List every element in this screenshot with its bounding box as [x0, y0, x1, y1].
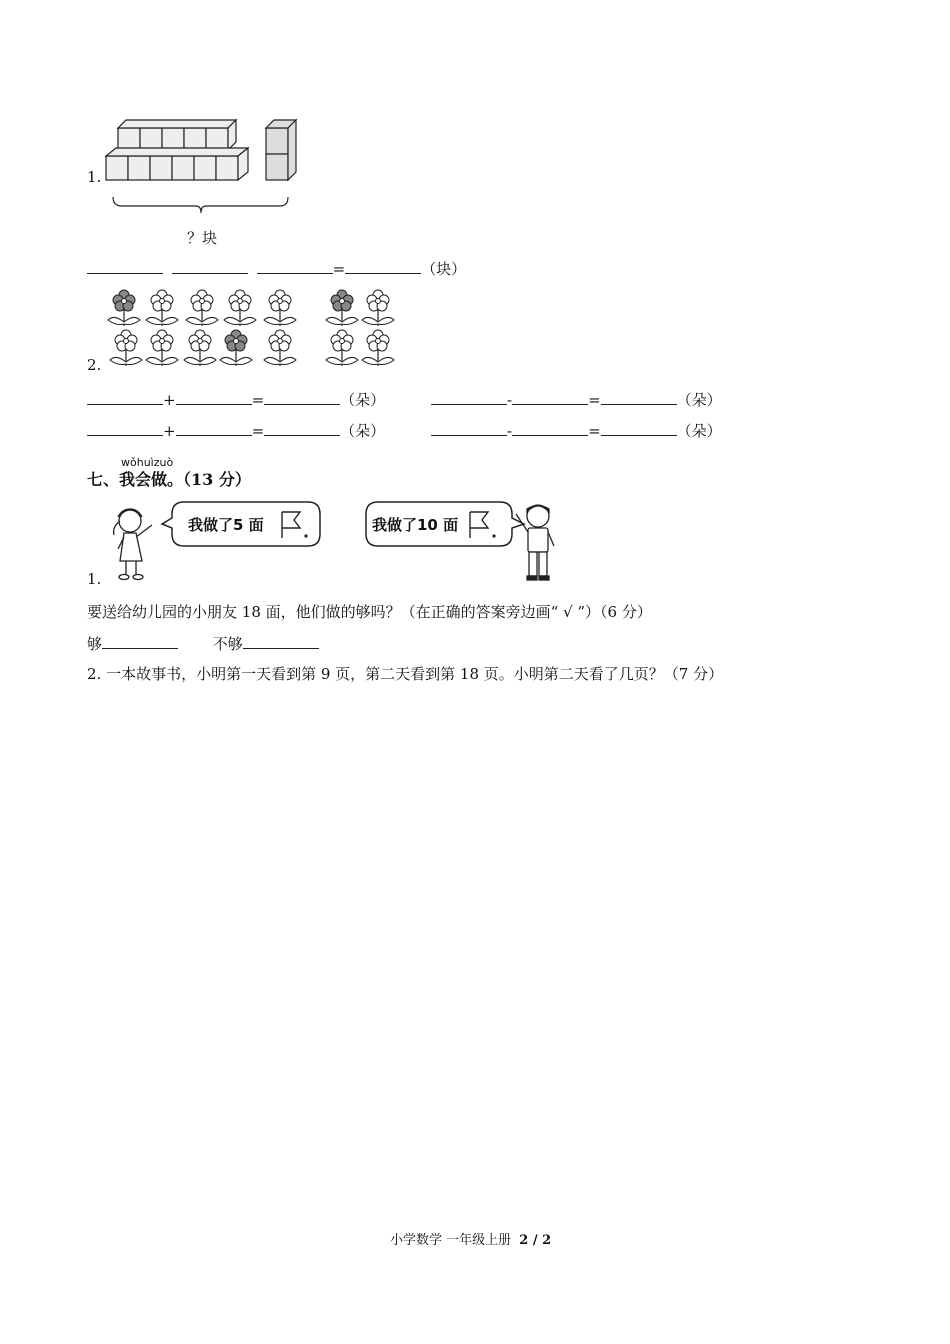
equals-sign: =	[251, 391, 265, 409]
equals-sign: =	[588, 391, 601, 409]
q2-equation-row-1	[87, 389, 385, 410]
answer-blank[interactable]	[176, 421, 252, 436]
pinyin-annotation: wǒhuìzuò	[121, 456, 174, 469]
option-not-enough-label: 不够	[212, 635, 243, 653]
q1-answer-line	[87, 258, 466, 279]
answer-blank[interactable]	[87, 259, 163, 274]
option-enough-blank[interactable]	[102, 634, 178, 649]
tower-blocks	[264, 118, 304, 188]
q2-equation-row-2	[431, 389, 722, 410]
answer-blank[interactable]	[431, 390, 507, 405]
answer-blank[interactable]	[601, 421, 677, 436]
q1-number: 1.	[87, 168, 102, 186]
equals-sign: =	[332, 260, 346, 278]
boy-speech-bubble	[364, 500, 524, 546]
plus-sign: +	[163, 422, 176, 440]
option-not-enough-blank[interactable]	[243, 634, 319, 649]
girl-bubble-text: 我做了5 面	[188, 516, 264, 534]
s7-answer-options	[87, 633, 319, 654]
brace-icon	[112, 196, 292, 216]
answer-blank[interactable]	[512, 390, 588, 405]
answer-blank[interactable]	[431, 421, 507, 436]
answer-blank[interactable]	[264, 390, 340, 405]
answer-blank[interactable]	[601, 390, 677, 405]
answer-blank[interactable]	[87, 421, 163, 436]
q2-number: 2.	[87, 356, 102, 374]
equals-sign: =	[251, 422, 265, 440]
answer-blank[interactable]	[264, 421, 340, 436]
answer-blank[interactable]	[172, 259, 248, 274]
boy-icon	[512, 500, 562, 584]
answer-blank[interactable]	[87, 390, 163, 405]
s7-item2-question: 2. 一本故事书，小明第一天看到第 9 页，第二天看到第 18 页。小明第二天看了几页？（7 分）	[87, 665, 724, 683]
option-enough-label: 够	[87, 635, 103, 653]
s7-item1-number: 1.	[87, 570, 102, 588]
plus-sign: +	[163, 391, 176, 409]
unit-label: （朵）	[676, 391, 722, 409]
answer-blank[interactable]	[512, 421, 588, 436]
s7-item1-question: 要送给幼儿园的小朋友 18 面，他们做的够吗？（在正确的答案旁边画“ √ ”）（6 分）	[87, 603, 652, 621]
unit-label: （朵）	[340, 391, 386, 409]
flowers-illustration	[106, 288, 406, 368]
footer-page-number: 2 / 2	[519, 1233, 552, 1248]
equals-sign: =	[588, 422, 601, 440]
minus-sign: -	[507, 422, 513, 440]
girl-icon	[108, 503, 168, 583]
boy-bubble-text: 我做了10 面	[372, 516, 459, 534]
brace-label: ？块	[187, 229, 218, 247]
answer-blank[interactable]	[345, 259, 421, 274]
section-title: 七、我会做。（13 分）	[87, 470, 251, 489]
answer-blank[interactable]	[176, 390, 252, 405]
unit-label: （朵）	[340, 422, 386, 440]
unit-label: （朵）	[676, 422, 722, 440]
footer-subject: 小学数学 一年级上册	[390, 1233, 512, 1248]
unit-label: （块）	[421, 260, 467, 278]
minus-sign: -	[507, 391, 513, 409]
answer-blank[interactable]	[257, 259, 333, 274]
q2-equation-row-4	[431, 420, 722, 441]
girl-speech-bubble	[160, 500, 320, 546]
q2-equation-row-3	[87, 420, 385, 441]
page-footer	[390, 1229, 551, 1248]
